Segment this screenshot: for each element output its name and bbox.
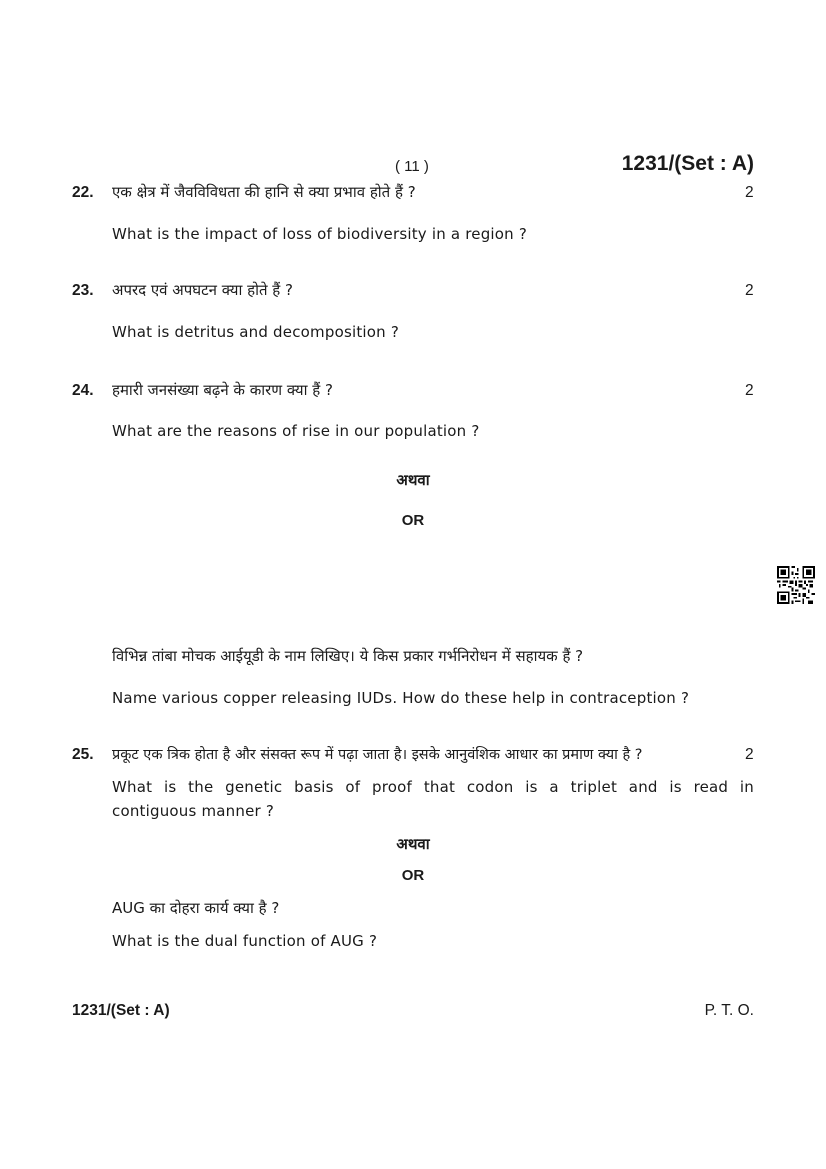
- question-25-or-english: OR: [401, 867, 425, 884]
- question-24-alt-hindi: विभिन्न तांबा मोचक आईयूडी के नाम लिखिए। ये किस प्रकार गर्भनिरोधन में सहायक हैं ?: [112, 647, 584, 665]
- question-24-english: What are the reasons of rise in our population ?: [112, 422, 480, 440]
- question-22-hindi: एक क्षेत्र में जैवविविधता की हानि से क्या प्रभाव होते हैं ?: [112, 183, 416, 201]
- footer-pto: P. T. O.: [704, 1002, 754, 1019]
- question-25-english-line2: contiguous manner ?: [112, 802, 275, 820]
- qr-code-icon: [777, 566, 815, 604]
- question-22-number: 22.: [72, 184, 94, 201]
- question-23-number: 23.: [72, 282, 94, 299]
- header-set-code: 1231/(Set : A): [621, 152, 754, 175]
- question-24-hindi: हमारी जनसंख्या बढ़ने के कारण क्या हैं ?: [112, 381, 333, 399]
- question-24-alt-english: Name various copper releasing IUDs. How do these help in contraception ?: [112, 689, 690, 707]
- question-24-or-english: OR: [401, 512, 425, 529]
- question-25-hindi: प्रकूट एक त्रिक होता है और संसक्त रूप में पढ़ा जाता है। इसके आनुवंशिक आधार का प्रमाण क्या है ?: [112, 747, 643, 763]
- page-number: ( 11 ): [395, 158, 429, 175]
- question-24-marks: 2: [745, 382, 754, 399]
- question-22-english: What is the impact of loss of biodiversity in a region ?: [112, 225, 528, 243]
- question-25-number: 25.: [72, 746, 94, 763]
- question-25-or-hindi: अथवा: [396, 835, 430, 853]
- question-25-marks: 2: [745, 746, 754, 763]
- question-25-english-line1: What is the genetic basis of proof that codon is a triplet and is read in: [112, 778, 754, 796]
- question-22-marks: 2: [745, 184, 754, 201]
- question-23-hindi: अपरद एवं अपघटन क्या होते हैं ?: [112, 281, 293, 299]
- question-23-marks: 2: [745, 282, 754, 299]
- footer-set-code: 1231/(Set : A): [72, 1002, 170, 1019]
- question-24-or-hindi: अथवा: [396, 471, 430, 489]
- question-23-english: What is detritus and decomposition ?: [112, 323, 399, 341]
- question-25-alt-hindi: AUG का दोहरा कार्य क्या है ?: [112, 899, 280, 917]
- question-25-alt-english: What is the dual function of AUG ?: [112, 932, 378, 950]
- question-24-number: 24.: [72, 382, 94, 399]
